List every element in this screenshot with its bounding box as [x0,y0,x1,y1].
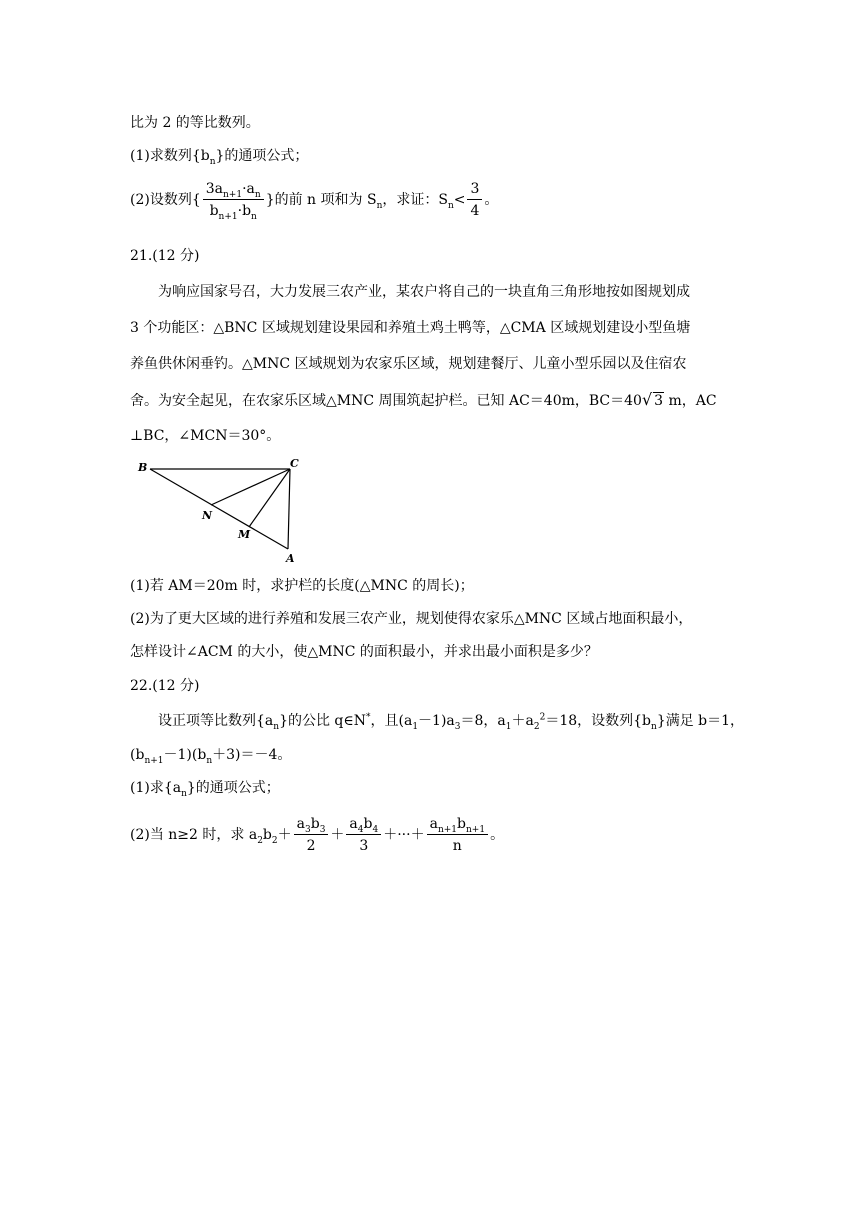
q22-line-2: $(b_{n+1}-1)(b_n+3)=-4$。 [130,747,292,766]
q22-header: 22.(12 分) [130,678,200,694]
label-c: C [290,457,299,470]
q20-bound-fraction: $\frac{3}{4}$ [467,180,482,220]
q21-header: 21.(12 分) [130,248,200,264]
q21-line-4: 舍。为安全起见，在农家乐区域△MNC 周围筑起护栏。已知 AC＝40m，BC＝40√ 3 m，AC [130,390,717,409]
label-n: N [202,509,213,522]
label-m: M [238,528,251,541]
q22-subquestion-2: (2)当 n≥2 时，求 $a_2b_2+$ $\frac{a_3b_3}{2}$ ＋ $\frac{a_4b_4}{3}$ ＋···＋ $\frac{a_{n+1}b_{n+1}}{n}$ 。 [130,816,505,854]
q22-term-fraction-1: $\frac{a_3b_3}{2}$ [294,815,329,855]
q22-term-fraction-n: $\frac{a_{n+1}b_{n+1}}{n}$ [427,815,488,855]
q21-line-3: 养鱼供休闲垂钓。△MNC 区域规划为农家乐区域，规划建餐厅、儿童小型乐园以及住宿农 [130,356,687,372]
q22-subquestion-1: (1)求$\{a_n\}$的通项公式； [130,780,280,799]
q21-line-2: 3 个功能区：△BNC 区域规划建设果园和养殖土鸡土鸭等，△CMA 区域规划建设小型鱼塘 [130,320,691,336]
label-b: B [138,461,148,474]
q22-term-fraction-2: $\frac{a_4b_4}{3}$ [346,815,381,855]
sqrt-three: 3 [654,393,664,409]
segment-cn [211,469,290,505]
q20-part2: (2)设数列{ $\frac{3a_{n+1}\cdot a_n}{b_{n+1}\cdot b_n}$ }的前 n 项和为 $S_n$，求证：$S_n<$ $\frac{3}{4}$ 。 [130,181,499,222]
q20-continuation-text: 比为 2 的等比数列。 [130,115,260,131]
label-a: A [286,552,295,565]
q21-line-1: 为响应国家号召，大力发展三农产业，某农户将自己的一块直角三角形地按如图规划成 [158,284,690,300]
q20-continuation [130,113,260,133]
q21-subquestion-2a: (2)为了更大区域的进行养殖和发展三农产业，规划使得农家乐△MNC 区域占地面积最小， [130,611,693,627]
q21-subquestion-2b: 怎样设计∠ACM 的大小，使△MNC 的面积最小，并求出最小面积是多少？ [130,644,598,660]
q20-sequence-fraction: $\frac{3a_{n+1}\cdot a_n}{b_{n+1}\cdot b_n}$ [203,180,264,220]
q20-part1: (1)求数列$\{b_n\}$的通项公式； [130,148,309,167]
q21-line-5: ⊥BC，∠MCN＝30°。 [130,428,281,444]
segment-ca [288,469,290,549]
segment-ba [150,469,288,549]
q22-line-1: 设正项等比数列$\{a_n\}$的公比 q∈N*，且$(a_1-1)a_3=8$，$a_1+a_2^2=18$，设数列$\{b_n\}$满足 b＝1， [158,712,745,732]
triangle-diagram [130,455,320,567]
q21-subquestion-1: (1)若 AM＝20m 时，求护栏的长度(△MNC 的周长)； [130,578,474,594]
